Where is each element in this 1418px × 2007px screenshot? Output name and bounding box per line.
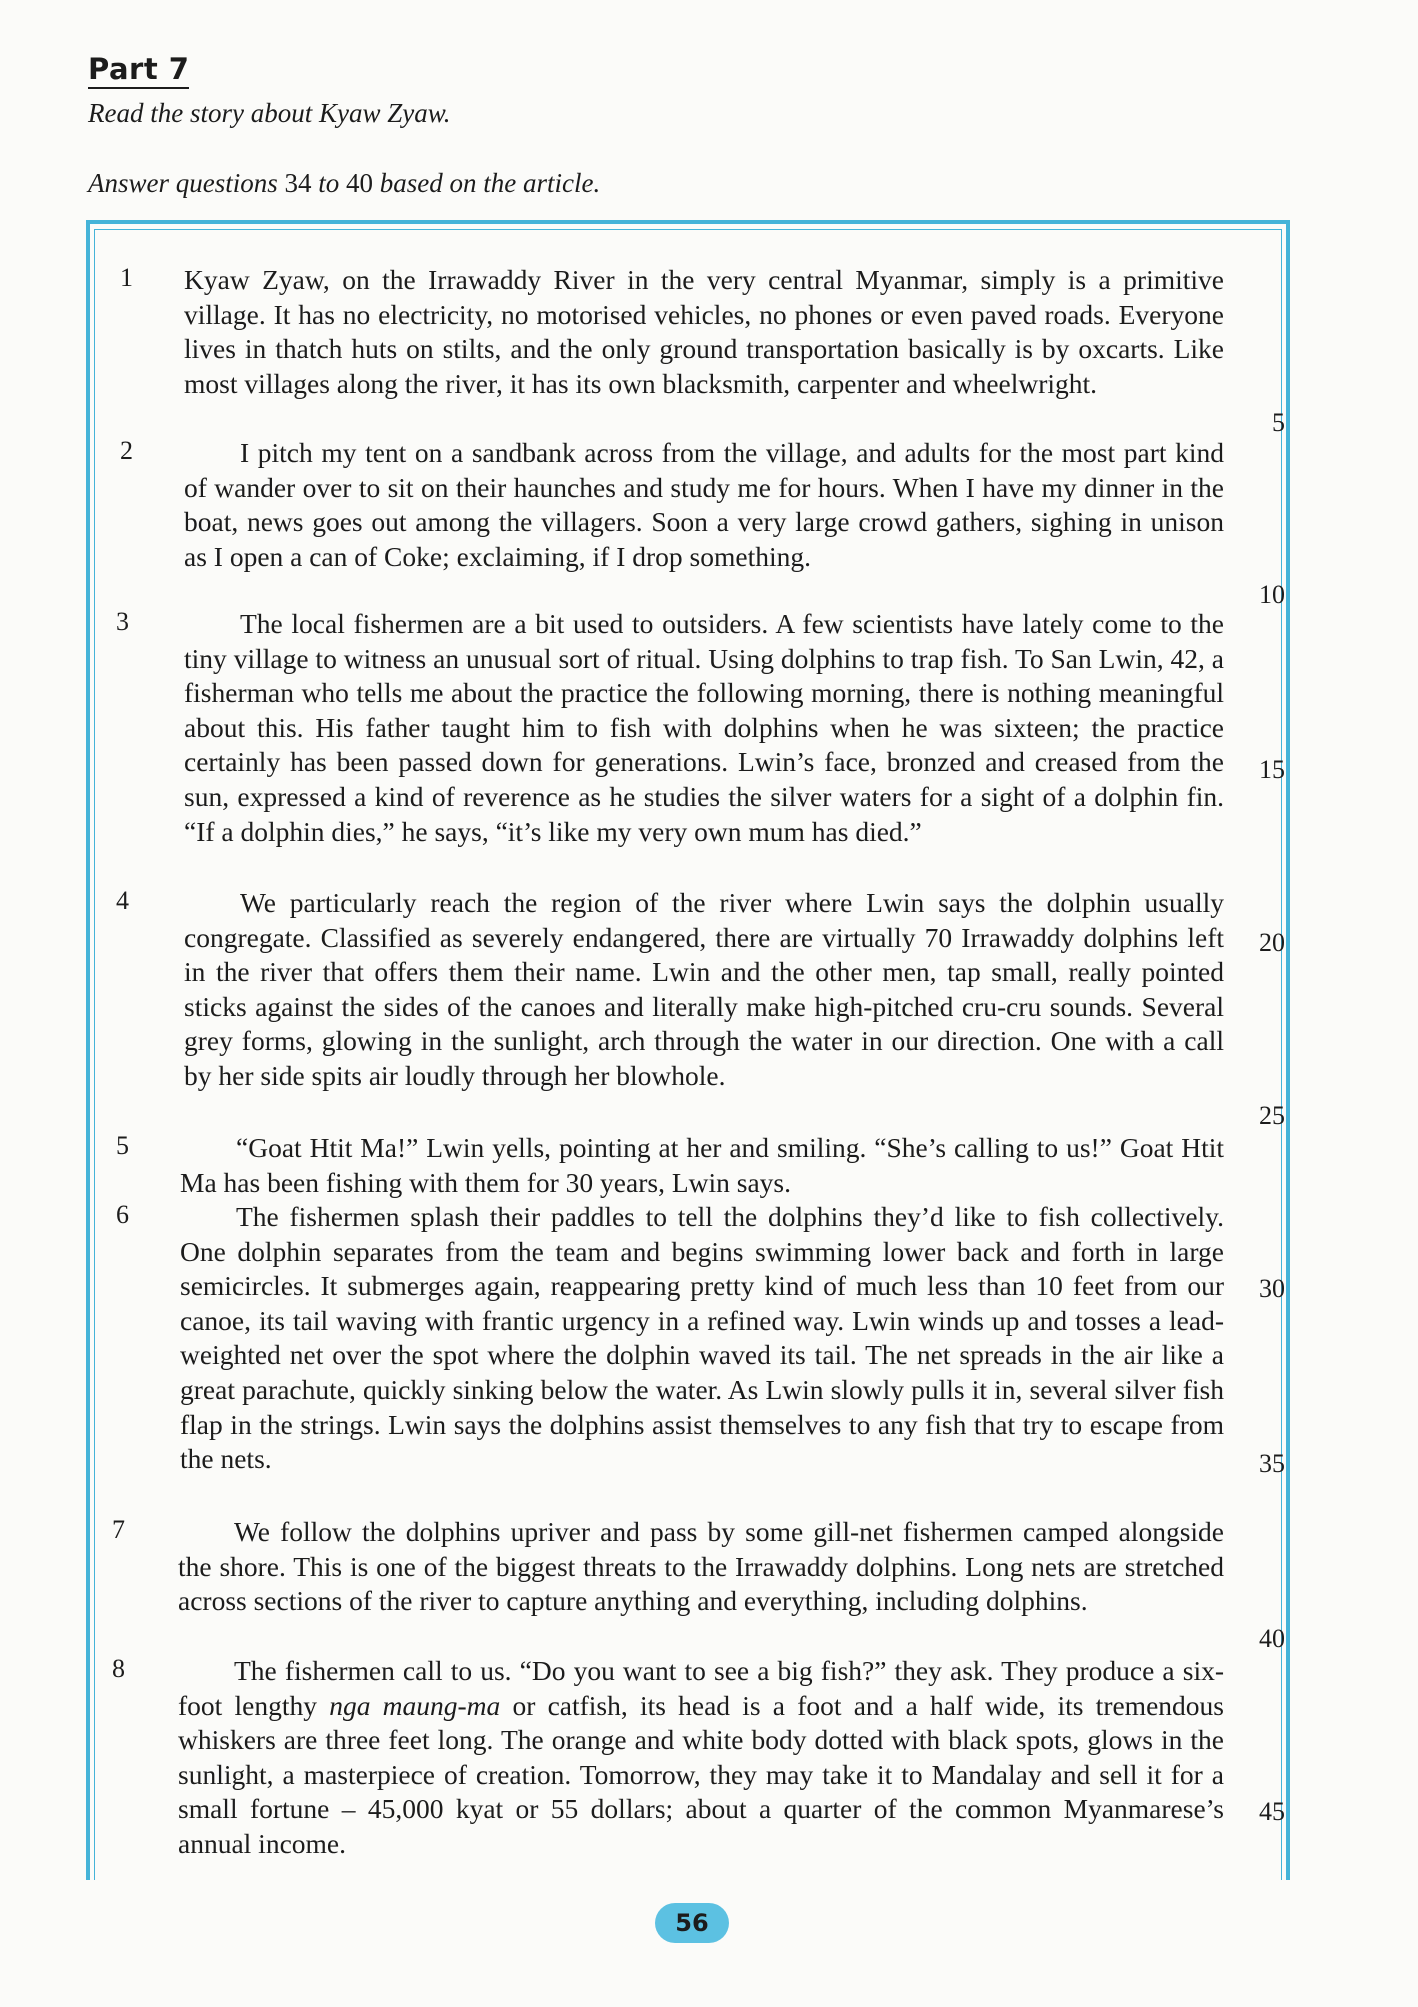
instruction-answer-mid: to [311,168,347,198]
paragraph-8 [178,1654,1224,1862]
part-title: Part 7 [88,52,189,89]
line-number: 10 [1259,580,1285,609]
instruction-read: Read the story about Kyaw Zyaw. [88,98,451,128]
paragraph-8-part-2: or catfish, its head is a foot and a half wide, its tremendous whiskers are three feet long. The orange and white body dotted with black spots, glows in the sunlight, a masterpiece of creation. Tomorrow, they may take it to Mandalay and sell it for a small fortune – 45,000 kyat or 55 dollars; about a quarter of the common Myanmarese’s annual income. [178,1689,1224,1859]
paragraph-1: Kyaw Zyaw, on the Irrawaddy River in the very central Myanmar, simply is a primitive village. It has no electricity, no motorised vehicles, no phones or even paved roads. Everyone lives in thatch huts on stilts, and the only ground transportation basically is by oxcarts. Like most villages along the river, it has its own blacksmith, carpenter and wheelwright. [184,264,1224,399]
paragraph-number: 4 [116,886,129,915]
line-number: 15 [1259,755,1285,784]
line-number: 20 [1259,928,1285,957]
line-number: 35 [1259,1449,1285,1478]
paragraph-8-part-1: The fishermen call to us. “Do you want to see a big fish?” they ask. They produce a six-foot lengthy [178,1655,1224,1721]
paragraph-5: “Goat Htit Ma!” Lwin yells, pointing at her and smiling. “She’s calling to us!” Goat Htit Ma has been fishing with them for 30 years, Lwin says. [180,1132,1224,1198]
line-number: 30 [1259,1274,1285,1303]
line-number: 25 [1259,1101,1285,1130]
question-start-number: 34 [284,168,312,198]
instruction-answer [88,168,600,199]
paragraph-number: 2 [120,436,133,465]
paragraph-8-fish-name: nga maung-ma [329,1689,501,1721]
question-end-number: 40 [346,168,374,198]
paragraph-4: We particularly reach the region of the river where Lwin says the dolphin usually congregate. Classified as severely endangered, there are virtually 70 Irrawaddy dolphins left in the river that offers them their name. Lwin and the other men, tap small, really pointed sticks against the sides of the canoes and literally make high-pitched cru-cru sounds. Several grey forms, glowing in the sunlight, arch through the water in our direction. One with a call by her side spits air loudly through her blowhole. [184,887,1224,1091]
line-number: 45 [1259,1797,1285,1826]
paragraph-3: The local fishermen are a bit used to outsiders. A few scientists have lately come to the tiny village to witness an unusual sort of ritual. Using dolphins to trap fish. To San Lwin, 42, a fisherman who tells me about the practice the following morning, there is nothing meaningful about this. His father taught him to fish with dolphins when he was sixteen; the practice certainly has been passed down for generations. Lwin’s face, bronzed and creased from the sun, expressed a kind of reverence as he studies the silver waters for a sight of a dolphin fin. “If a dolphin dies,” he says, “it’s like my very own mum has died.” [184,608,1224,847]
paragraph-number: 6 [116,1200,129,1229]
line-number: 40 [1259,1624,1285,1653]
instruction-answer-post: based on the article. [373,168,601,198]
instruction-answer-pre: Answer questions [88,168,285,198]
paragraph-number: 5 [116,1131,129,1160]
page-number-badge: 56 [655,1903,729,1943]
paragraph-number: 8 [112,1654,125,1683]
paragraph-6: The fishermen splash their paddles to tell the dolphins they’d like to fish collectively. One dolphin separates from the team and begins swimming lower back and forth in large semicircles. It submerges again, reappearing pretty kind of much less than 10 feet from our canoe, its tail waving with frantic urgency in a refined way. Lwin winds up and tosses a lead-weighted net over the spot where the dolphin waved its tail. The net spreads in the air like a great parachute, quickly sinking below the water. As Lwin slowly pulls it in, several silver fish flap in the strings. Lwin says the dolphins assist themselves to any fish that try to escape from the nets. [180,1201,1224,1475]
paragraph-7: We follow the dolphins upriver and pass by some gill-net fishermen camped alongside the shore. This is one of the biggest threats to the Irrawaddy dolphins. Long nets are stretched across sections of the river to capture anything and everything, including dolphins. [178,1516,1224,1617]
paragraph-2: I pitch my tent on a sandbank across from the village, and adults for the most part kind of wander over to sit on their haunches and study me for hours. When I have my dinner in the boat, news goes out among the villagers. Soon a very large crowd gathers, sighing in unison as I open a can of Coke; exclaiming, if I drop something. [184,437,1224,572]
paragraph-number: 7 [112,1515,125,1544]
line-number: 5 [1272,408,1285,437]
paragraph-number: 1 [120,263,133,292]
paragraph-number: 3 [116,607,129,636]
